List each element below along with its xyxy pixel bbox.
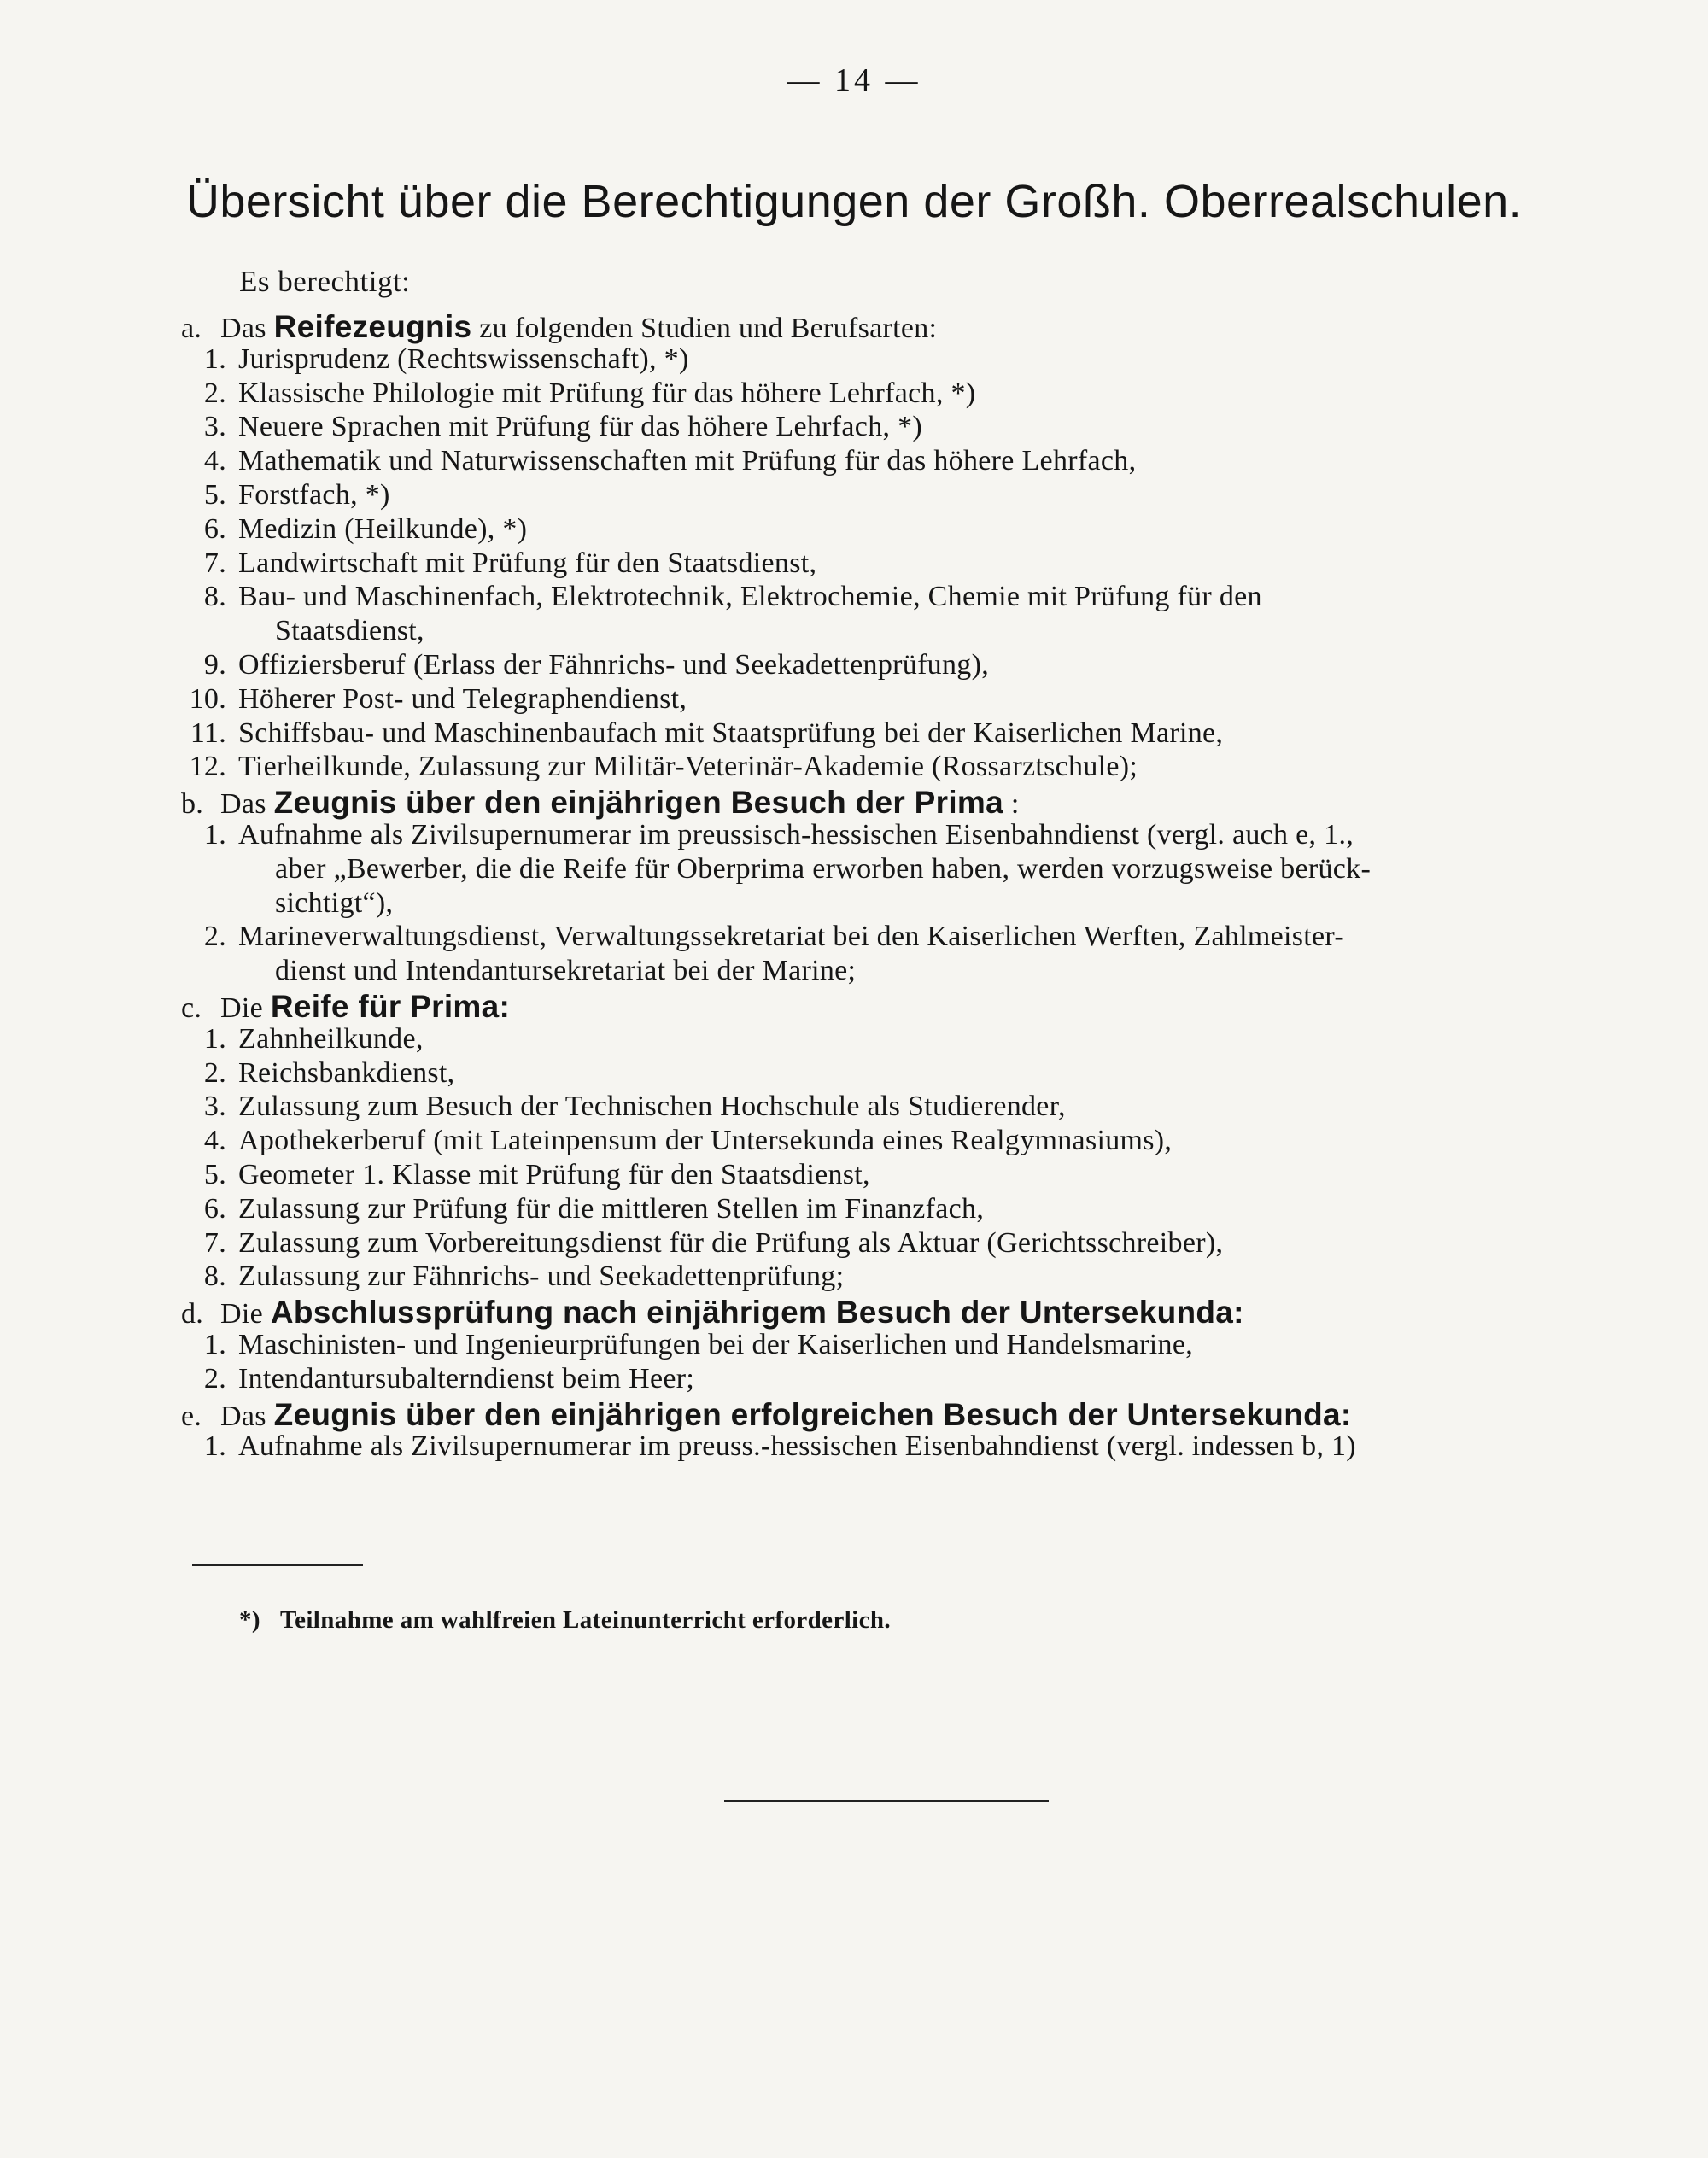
item-number: 12. — [189, 751, 226, 783]
item-text: Zulassung zur Prüfung für die mittleren Stellen im Finanzfach, — [238, 1192, 985, 1225]
footnote-separator — [192, 1564, 363, 1566]
intro-text: Es berechtigt: — [239, 265, 411, 298]
item-text: Neuere Sprachen mit Prüfung für das höhere Lehrfach, *) — [238, 411, 923, 443]
item-text: Klassische Philologie mit Prüfung für das höhere Lehrfach, *) — [238, 377, 976, 409]
item-text: Landwirtschaft mit Prüfung für den Staatsdienst, — [238, 547, 817, 579]
page-title: Übersicht über die Berechtigungen der Großh. Oberrealschulen. — [185, 176, 1523, 227]
section-pre: Das — [220, 1400, 266, 1432]
list-item — [181, 1091, 1066, 1123]
item-number: 2. — [203, 377, 226, 409]
list-item — [181, 1125, 1172, 1157]
page-number: — 14 — — [787, 62, 921, 98]
list-item — [181, 1329, 1193, 1361]
item-number: 3. — [203, 411, 226, 443]
item-text: Zulassung zum Besuch der Technischen Hochschule als Studierender, — [238, 1091, 1066, 1123]
item-text: dienst und Intendantursekretariat bei der Marine; — [275, 955, 857, 987]
section-title: Zeugnis über den einjährigen erfolgreichen Besuch der Untersekunda: — [273, 1396, 1352, 1432]
item-text: Schiffsbau- und Maschinenbaufach mit Staatsprüfung bei der Kaiserlichen Marine, — [238, 716, 1224, 749]
list-item — [181, 1057, 454, 1090]
item-text: sichtigt“), — [275, 886, 394, 919]
list-item — [181, 343, 689, 376]
section-heading — [181, 1295, 1244, 1330]
item-text: Tierheilkunde, Zulassung zur Militär-Veterinär-Akademie (Rossarztschule); — [238, 751, 1138, 783]
list-item — [181, 717, 1223, 750]
footnote-text: Teilnahme am wahlfreien Lateinunterricht erforderlich. — [280, 1606, 892, 1634]
item-text: Offiziersberuf (Erlass der Fähnrichs- und Seekadettenprüfung), — [238, 649, 990, 681]
section-letter: e. — [181, 1400, 202, 1432]
section-post: : — [1010, 788, 1020, 821]
item-number: 3. — [203, 1091, 226, 1123]
section-pre: Das — [220, 313, 266, 344]
list-item — [181, 513, 527, 546]
item-number: 10. — [189, 682, 226, 715]
list-item — [181, 1363, 694, 1395]
list-item — [181, 1227, 1223, 1260]
item-text: aber „Bewerber, die die Reife für Oberprima erworben haben, werden vorzugsweise berück- — [275, 852, 1372, 885]
item-number: 5. — [203, 479, 226, 511]
item-text: Bau- und Maschinenfach, Elektrotechnik, Elektrochemie, Chemie mit Prüfung für den — [238, 581, 1262, 613]
section-heading — [181, 785, 1020, 821]
section-pre: Das — [220, 788, 266, 821]
item-number: 9. — [203, 649, 226, 681]
list-item — [181, 649, 989, 681]
item-text: Intendantursubalterndienst beim Heer; — [238, 1362, 695, 1395]
item-number: 1. — [203, 1022, 226, 1055]
item-text: Maschinisten- und Ingenieurprüfungen bei der Kaiserlichen und Handelsmarine, — [238, 1329, 1194, 1360]
item-number: 6. — [203, 1192, 226, 1225]
item-text: Zahnheilkunde, — [238, 1022, 424, 1055]
item-text: Zulassung zum Vorbereitungsdienst für die Prüfung als Aktuar (Gerichtsschreiber), — [238, 1226, 1224, 1259]
section-pre: Die — [220, 1298, 263, 1330]
list-item-continuation — [275, 615, 424, 647]
list-item — [181, 1193, 984, 1225]
section-title: Zeugnis über den einjährigen Besuch der Prima — [273, 785, 1004, 821]
item-text: Marineverwaltungsdienst, Verwaltungssekretariat bei den Kaiserlichen Werften, Zahlmeister- — [238, 921, 1344, 953]
item-number: 11. — [190, 716, 226, 749]
item-number: 5. — [203, 1159, 226, 1190]
list-item — [181, 1430, 1356, 1463]
section-letter: b. — [181, 788, 204, 821]
item-text: Zulassung zur Fähnrichs- und Seekadettenprüfung; — [238, 1260, 845, 1293]
list-item — [181, 547, 816, 580]
list-item-continuation — [275, 955, 856, 987]
item-number: 2. — [203, 921, 226, 953]
section-letter: c. — [181, 992, 202, 1024]
section-letter: d. — [181, 1298, 204, 1330]
section-post: zu folgenden Studien und Berufsarten: — [479, 313, 938, 344]
item-text: Aufnahme als Zivilsupernumerar im preussisch-hessischen Eisenbahndienst (vergl. auch e, 1., — [238, 819, 1354, 851]
item-number: 8. — [203, 1260, 226, 1293]
item-number: 1. — [203, 1329, 226, 1360]
page-end-rule — [724, 1800, 1049, 1802]
list-item-continuation — [275, 887, 393, 920]
list-item-continuation — [275, 853, 1371, 886]
item-text: Medizin (Heilkunde), *) — [238, 512, 528, 545]
item-text: Apothekerberuf (mit Lateinpensum der Untersekunda eines Realgymnasiums), — [238, 1125, 1173, 1157]
list-item — [181, 819, 1354, 851]
list-item — [181, 479, 390, 512]
item-number: 4. — [203, 1125, 226, 1157]
item-number: 7. — [203, 1226, 226, 1259]
item-text: Reichsbankdienst, — [238, 1056, 455, 1089]
list-item — [181, 411, 922, 443]
item-text: Höherer Post- und Telegraphendienst, — [238, 682, 687, 715]
list-item — [181, 921, 1344, 953]
item-text: Staatsdienst, — [275, 615, 424, 647]
item-number: 8. — [203, 581, 226, 613]
item-number: 1. — [203, 819, 226, 851]
item-text: Jurisprudenz (Rechtswissenschaft), *) — [238, 342, 689, 375]
footnote — [239, 1606, 891, 1635]
list-item — [181, 377, 975, 410]
footnote-mark: *) — [239, 1606, 260, 1634]
section-heading — [181, 989, 510, 1025]
section-title: Abschlussprüfung nach einjährigem Besuch der Untersekunda: — [270, 1295, 1244, 1330]
item-text: Aufnahme als Zivilsupernumerar im preuss.-hessischen Eisenbahndienst (vergl. indessen b, 1) — [238, 1430, 1356, 1463]
section-heading — [181, 309, 937, 345]
item-number: 6. — [203, 512, 226, 545]
section-letter: a. — [181, 313, 202, 344]
item-number: 2. — [203, 1056, 226, 1089]
list-item — [181, 445, 1136, 477]
section-title: Reifezeugnis — [273, 309, 472, 344]
item-text: Forstfach, *) — [238, 479, 390, 511]
list-item — [181, 751, 1138, 783]
item-text: Mathematik und Naturwissenschaften mit Prüfung für das höhere Lehrfach, — [238, 445, 1137, 477]
item-number: 1. — [203, 342, 226, 375]
item-number: 4. — [203, 445, 226, 477]
section-pre: Die — [220, 992, 263, 1024]
list-item — [181, 1260, 844, 1293]
section-heading — [181, 1397, 1352, 1433]
item-text: Geometer 1. Klasse mit Prüfung für den Staatsdienst, — [238, 1159, 870, 1190]
list-item — [181, 1023, 424, 1056]
item-number: 2. — [203, 1362, 226, 1395]
list-item — [181, 1159, 870, 1191]
item-number: 7. — [203, 547, 226, 579]
list-item — [181, 581, 1262, 613]
list-item — [181, 683, 687, 716]
section-title: Reife für Prima: — [270, 989, 511, 1024]
item-number: 1. — [203, 1430, 226, 1463]
